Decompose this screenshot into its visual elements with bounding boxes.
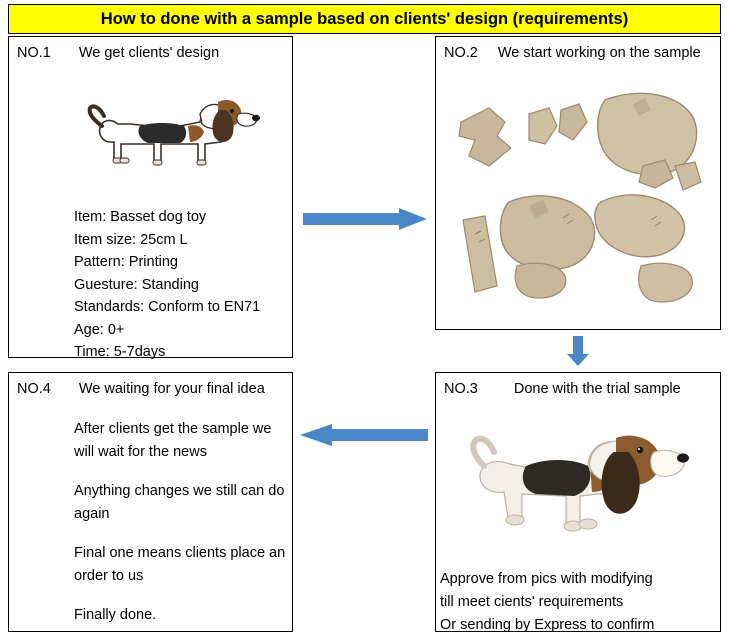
panel-2-caption: We start working on the sample: [497, 45, 701, 61]
panel-1-number: NO.1: [17, 45, 51, 61]
arrow-panel1-to-panel2: [303, 208, 427, 230]
spec-item: Standards: Conform to EN71: [74, 299, 261, 315]
basset-dog-design-image: [80, 78, 270, 188]
panel-2-header: [436, 45, 720, 61]
panel-1-spec-list: [74, 206, 260, 364]
panel-4-paragraph: Finally done.: [74, 607, 157, 623]
panel-4-number: NO.4: [17, 381, 51, 397]
panel-3-note-line: Approve from pics with modifying: [440, 571, 653, 587]
finished-plush-basset-dog-image: [470, 408, 695, 563]
arrow-panel2-to-panel3: [567, 336, 589, 366]
cut-fabric-pattern-pieces-image: [445, 70, 713, 310]
panel-2-number: NO.2: [444, 45, 478, 61]
panel-3-caption: Done with the trial sample: [513, 381, 681, 397]
page-title: How to done with a sample based on clients' design (requirements): [100, 9, 629, 28]
panel-4-paragraph: Final one means clients place an order to us: [74, 545, 286, 584]
panel-4-paragraph: Anything changes we still can do again: [74, 483, 285, 522]
panel-4-header: [9, 381, 292, 397]
spec-item: Age: 0+: [74, 321, 125, 338]
panel-4-body: [74, 418, 289, 627]
panel-4-paragraph: After clients get the sample we will wait for the news: [74, 421, 272, 460]
spec-item: Pattern: Printing: [74, 254, 178, 270]
panel-1-caption: We get clients' design: [78, 45, 220, 61]
panel-3-note-line: till meet cients' requirements: [440, 594, 624, 610]
spec-item: Time: 5-7days: [74, 344, 166, 360]
arrow-panel3-to-panel4: [300, 424, 428, 446]
panel-3-number: NO.3: [444, 381, 478, 397]
title-banner: [8, 4, 721, 34]
panel-4-caption: We waiting for your final idea: [78, 381, 265, 397]
panel-3-notes: [440, 568, 720, 637]
spec-item: Item size: 25cm L: [74, 231, 188, 248]
spec-item: Item: Basset dog toy: [74, 209, 207, 225]
spec-item: Guesture: Standing: [74, 276, 199, 293]
panel-3-note-line: Or sending by Express to confirm: [440, 617, 655, 633]
panel-1-header: [9, 45, 292, 61]
panel-3-header: [436, 381, 720, 397]
